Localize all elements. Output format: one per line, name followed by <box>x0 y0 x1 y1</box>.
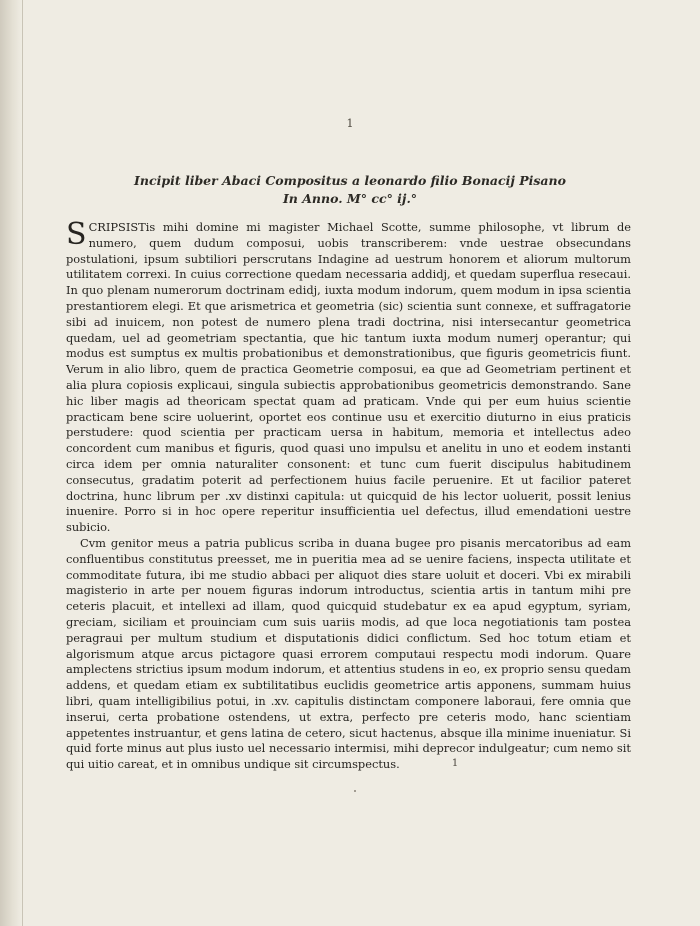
paragraph-dedication <box>66 217 631 536</box>
signature-mark: 1 <box>451 758 459 769</box>
page-number: 1 <box>346 117 354 130</box>
gutter-edge <box>22 0 23 926</box>
heading-line-1: Incipit liber Abaci Compositus a leonardo filio Bonacij Pisano <box>134 173 566 188</box>
binding-gutter <box>0 0 22 926</box>
drop-cap: S <box>66 217 87 252</box>
main-text <box>66 217 631 773</box>
paper-speck <box>354 790 356 792</box>
paragraph-origin: Cvm genitor meus a patria publicus scriba in duana bugee pro pisanis mercatoribus ad eam confluentibus constitutus preesset, me in pueritia mea ad se uenire faciens, inspecta utilitate et commoditate futura, ibi me studio abbaci per aliquot dies stare uoluit et doceri. Vbi ex mirabili magisterio in arte per nouem figuras indorum introductus, scientia artis in tantum mihi pre ceteris placuit, et intellexi ad illam, quod quicquid studebatur ex ea apud egyptum, syriam, greciam, siciliam et prouinciam cum suis uariis modis, ad que loca negotiationis tam postea peragraui per multum studium et disputationis didici conflictum. Sed hoc totum etiam et algorismum atque arcus pictagore quasi errorem computaui respectu modi indorum. Quare amplectens strictius ipsum modum indorum, et attentius studens in eo, ex proprio sensu quedam addens, et quedam etiam ex subtilitatibus euclidis geometrice artis apponens, summam huius libri, quam intelligibilius potui, in .xv. capitulis distinctam componere laboraui, fere omnia que inserui, certa probatione ostendens, ut extra, perfecto pre ceteris modo, hanc scientiam appetentes instruantur, et gens latina de cetero, sicut hactenus, absque illa minime inueniatur. Si quid forte minus aut plus iusto uel necessario intermisi, mihi deprecor indulgeatur; cum nemo sit qui uitio careat, et in omnibus undique sit circumspectus. <box>66 535 631 772</box>
paragraph-dedication-text: CRIPSISTis mihi domine mi magister Michael Scotte, summe philosophe, vt librum de numero, quem dudum composui, uobis transcriberem: vnde uestrae obsecundans postulationi, ipsum subtiliori perscrutans Indagine ad uestrum honorem et aliorum multorum utilitatem correxi. In cuius correctione quedam necessaria addidj, et quedam superflua resecaui. In quo plenam numerorum doctrinam edidj, iuxta modum indorum, quem modum in ipsa scientia prestantiorem elegi. Et que arismetrica et geometria (sic) scientia sunt connexe, et suffragatorie sibi ad inuicem, non potest de numero plena tradi doctrina, nisi intersecantur geometrica quedam, uel ad geometriam spectantia, que hic tantum iuxta modum numerj operantur; qui modus est sumptus ex multis probationibus et demonstrationibus, que figuris geometricis fiunt. Verum in alio libro, quem de practica Geometrie composui, ea que ad Geometriam pertinent et alia plura copiosis explicaui, singula subiectis approbationibus geometricis demonstrando. Sane hic liber magis ad theoricam spectat quam ad praticam. Vnde qui per eum huius scientie practicam bene scire uoluerint, oportet eos continue usu et exercitio diuturno in eius praticis perstudere: quod scientia per practicam uersa in habitum, memoria et intellectus adeo concordent cum manibus et figuris, quod quasi uno impulsu et anelitu in uno et eodem instanti circa idem per omnia naturaliter consonent: et tunc cum fuerit discipulus habitudinem consecutus, gradatim poterit ad perfectionem huius facile peruenire. Et ut facilior pateret doctrina, hunc librum per .xv distinxi capitula: ut quicquid de his lector uoluerit, possit lenius inuenire. Porro si in hoc opere reperitur insufficientia uel defectus, illud emendationi uestre subicio. <box>66 220 631 535</box>
heading-line-2: In Anno. M° cc° ij.° <box>282 191 418 206</box>
incipit-heading <box>70 172 630 208</box>
